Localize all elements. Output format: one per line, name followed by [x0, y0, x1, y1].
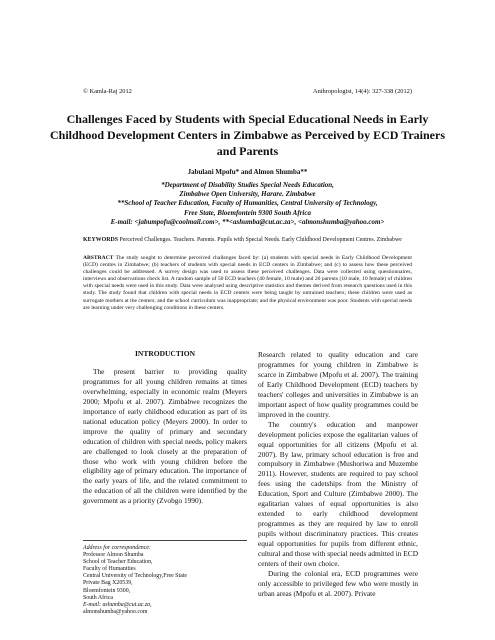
author-emails: E-mail: <jabumpofu@coolmail.com>, **<ashumba@cut.ac.za>, <almonshumba@yahoo.com>	[110, 217, 385, 226]
abstract-text: The study sought to determine perceived challenges faced by: (a) students with special needs in Early Childhood Development (ECD) centres in Zimbabwe; (b) teachers of students with special needs in ECD centers in Zimbabwe; and (c) to assess how these perceived challenges could be addressed. A survey design was used to assess these perceived challenges. Data were collected using questionnaires, interviews and observations check list. A random sample of 50 ECD teachers (40 female, 10 male) and 20 parents (10 male, 10 female) of children with special needs were used in this study. Data were analysed using descriptive statistics and themes derived from research questions used in this study. The study found that children with special needs in ECD centers were being taught by untrained teachers; these children were used as surrogate mothers at the centers; and the school curriculum was inappropriate; and the physical environment was poor. Students with special needs are learning under very challenging conditions in these centers.	[83, 255, 412, 311]
correspondence-line: Professor Almon Shumba	[83, 552, 144, 559]
intro-paragraph-3: The country's education and manpower development policies expose the egalitarian values of equal opportunities for all citizens (Mpofu et al. 2007). By law, primary school education is free and compulsory in Zimbabwe (Mushoriwa and Muzembe 2011). However, students are required to pay school fees using the cadetships from the Ministry of Education, Sport and Culture (Zimbabwe 2000). The egalitarian values of equal opportunities is also extended to early childhood development programmes as they are required by law to enroll pupils without discriminatory practices. This creates equal opportunities for pupils from different ethnic, cultural and those with special needs admitted in ECD centers of their own choice.	[258, 419, 418, 569]
affiliation-line-1: *Department of Disability Studies Special Needs Education,	[161, 181, 334, 189]
abstract-label: ABSTRACT	[83, 255, 114, 261]
affiliation-line-2: Zimbabwe Open University, Harare. Zimbabwe	[179, 190, 316, 199]
keywords-text: Perceived Challenges. Teachers. Parents. Pupils with Special Needs. Early Childhood Development Centres. Zimbabwe	[119, 237, 402, 243]
abstract-block	[83, 255, 412, 312]
correspondence-line: Private Bag X20539,	[83, 580, 133, 587]
correspondence-line: Central University of Technology,Free State	[83, 573, 187, 580]
section-heading-introduction: INTRODUCTION	[134, 349, 195, 358]
intro-paragraph-2: Research related to quality education and care programmes for young children in Zimbabwe is scarce in Zimbabwe (Mpofu et al. 2007). The training of Early Childhood Development (ECD) teachers by teachers' colleges and universities in Zimbabwe is an important aspect of how quality programmes could be improved in the country.	[258, 350, 418, 419]
journal-citation: Anthropologist, 14(4): 327-338 (2012)	[312, 88, 412, 95]
correspondence-line: South Africa	[83, 594, 113, 601]
affiliation-line-3: **School of Teacher Education, Faculty of Humanities, Central University of Technology,	[117, 199, 378, 208]
affiliation-line-4: Free State, Bloemfontein 9300 South Africa	[184, 208, 311, 217]
intro-paragraph-1: The present barrier to providing quality programmes for all young children remains at times overwhelming, especially in economic realm (Meyers 2000; Mpofu et al. 2007). Zimbabwe recognizes the importance of early childhood education as part of its national education policy (Meyers 2000). In order to improve the quality of primary and secondary education of children with special needs, policy makers are challenged to look closely at the preparation of those who work with young children before the eligibility age of primary education. The importance of the early years of life, and the related commitment to the education of all the children were identified by the government as a priority (Zvobgo 1990).	[83, 366, 247, 506]
copyright-notice: © Kamla-Raj 2012	[83, 88, 132, 95]
correspondence-label: Address for correspondence:	[83, 545, 151, 551]
correspondence-email-2: almonshumba@yahoo.com	[83, 608, 148, 615]
keywords-label: KEYWORDS	[83, 237, 119, 243]
correspondence-line: Bloemfontein 9300,	[83, 587, 131, 594]
correspondence-footnote	[83, 540, 247, 616]
right-column	[258, 350, 418, 599]
correspondence-line: Faculty of Humanities	[83, 566, 136, 573]
paper-title: Challenges Faced by Students with Special Educational Needs in Early Childhood Development Centers in Zimbabwe as Perceived by ECD Trainers and Parents	[50, 112, 445, 158]
correspondence-email: E-mail: ashumba@cut.ac.za,	[83, 601, 152, 608]
left-column	[83, 349, 247, 506]
keywords-block	[83, 237, 412, 244]
affiliations	[60, 181, 435, 227]
intro-paragraph-4: During the colonial era, ECD programmes were only accessible to privileged few who were mostly in urban areas (Mpofu et al. 2007). Private	[258, 568, 418, 598]
correspondence-line: School of Teacher Education,	[83, 559, 153, 566]
author-line: Jabulani Mpofu* and Almon Shumba**	[187, 168, 308, 176]
running-header	[83, 88, 412, 98]
